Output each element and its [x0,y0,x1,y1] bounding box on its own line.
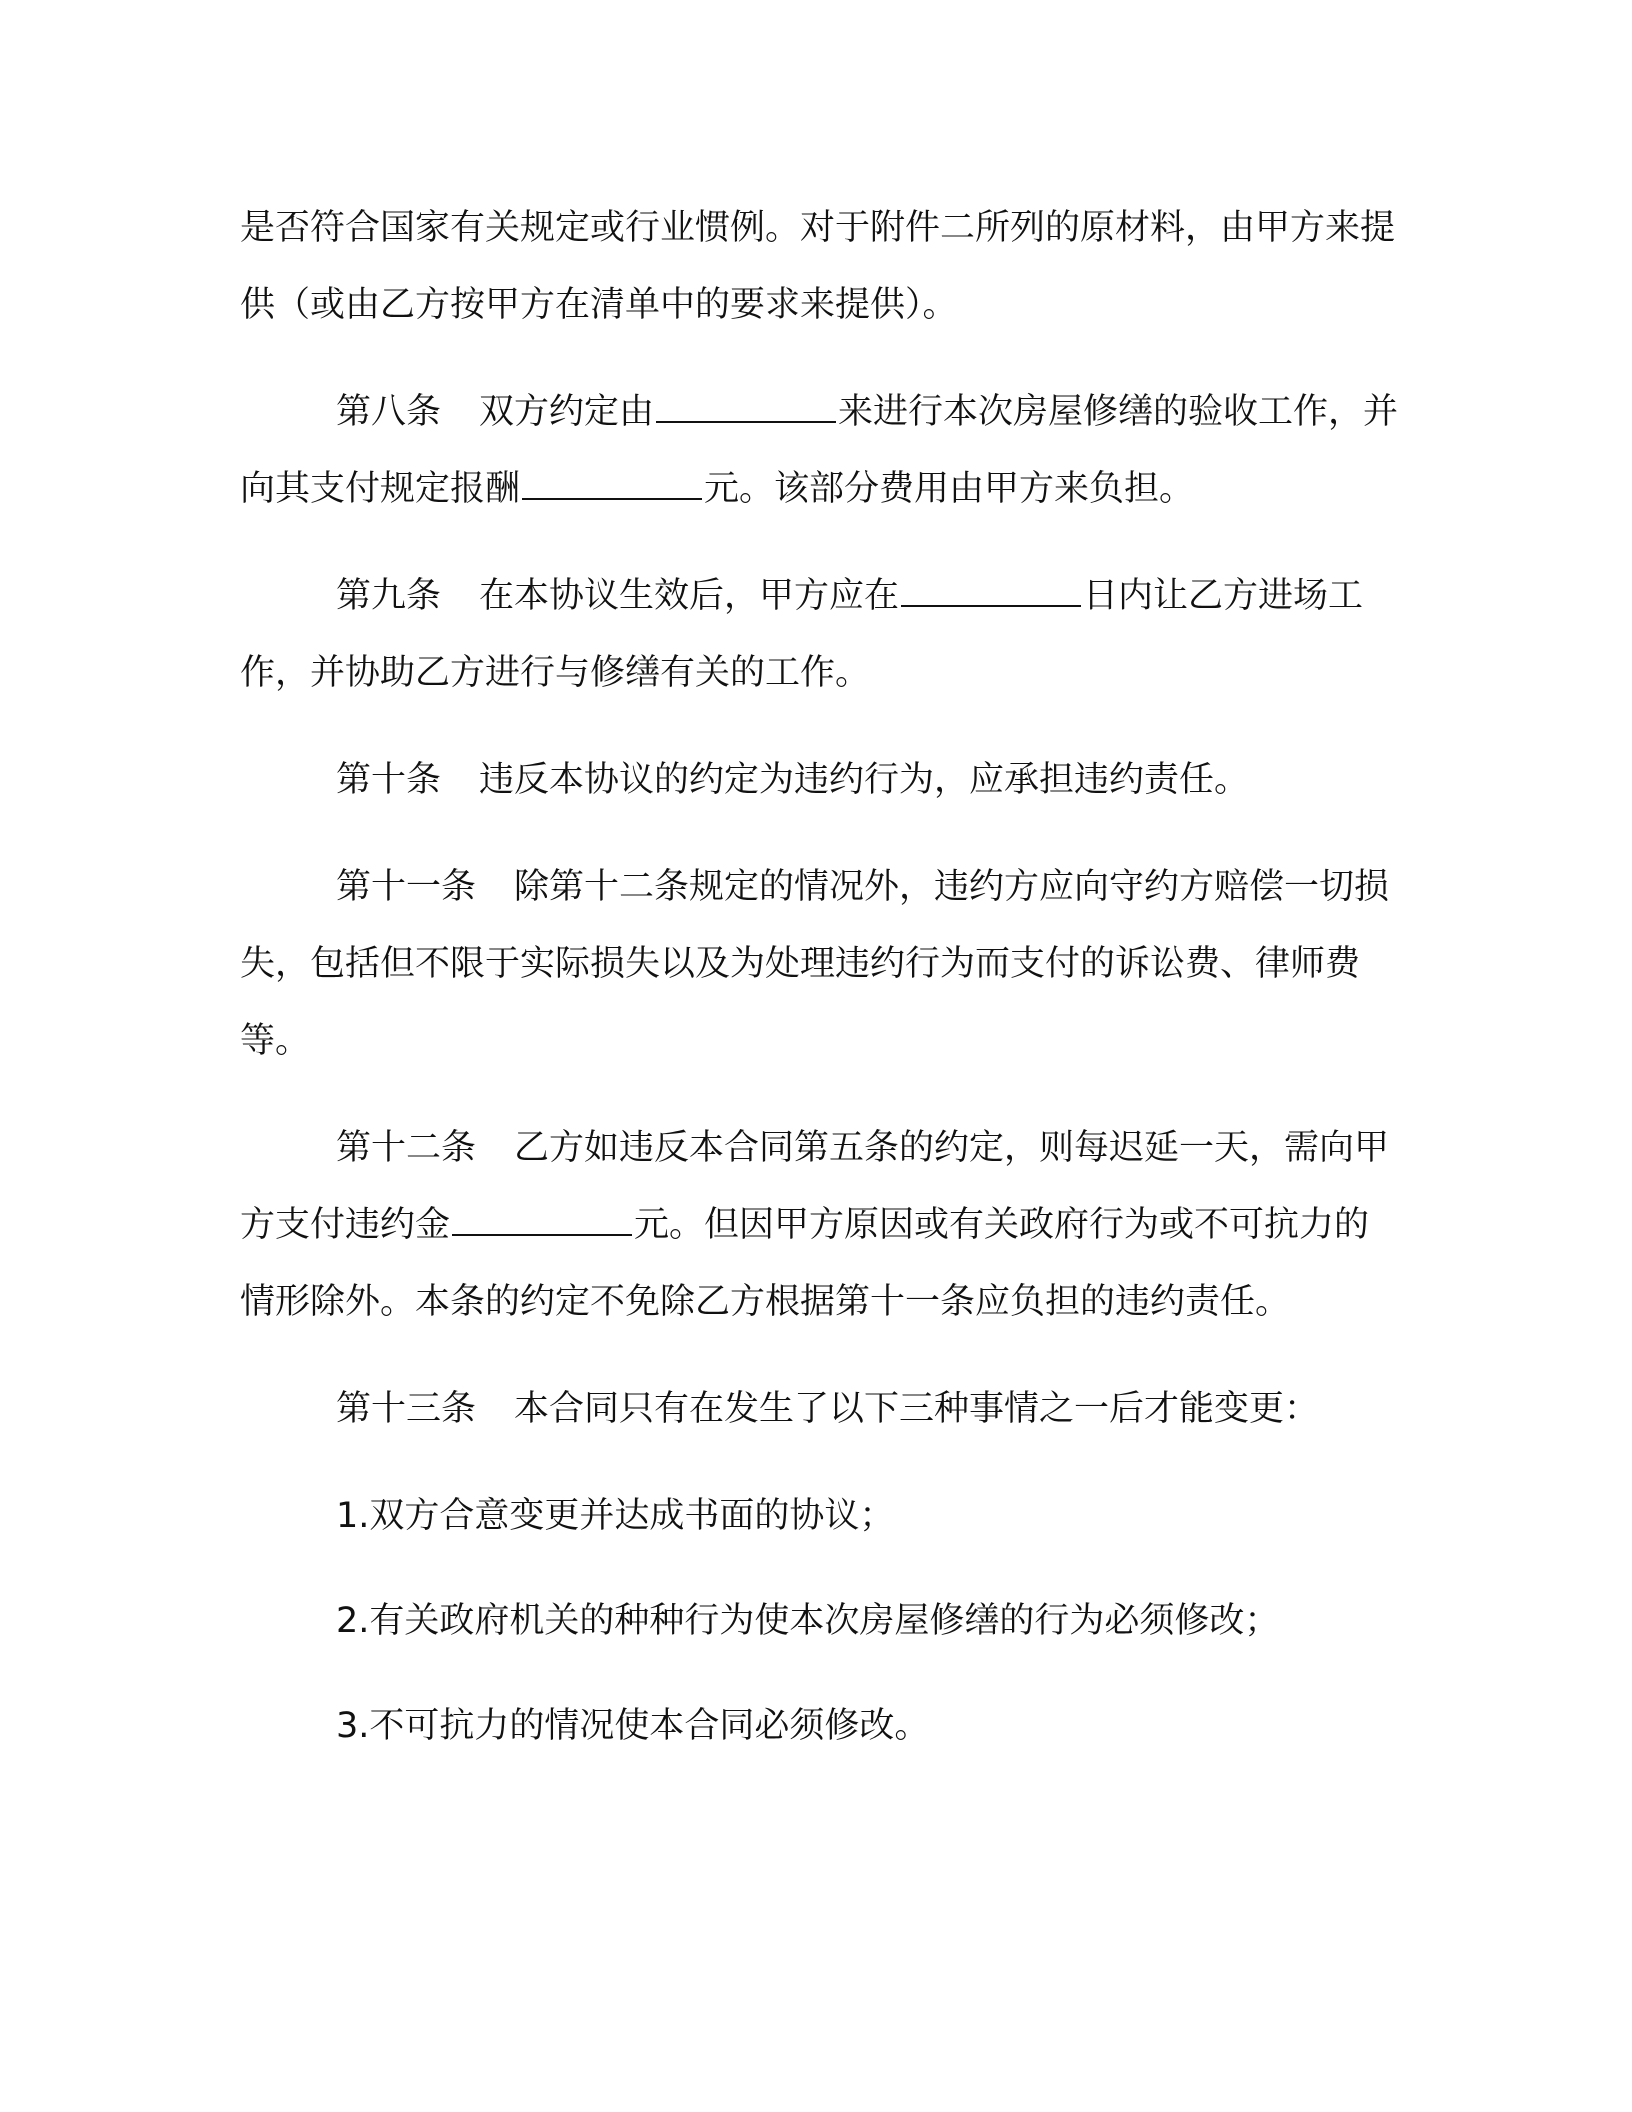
article-11-number: 第十一条 [336,867,477,907]
article-8-number: 第八条 [336,392,442,432]
article-8 [240,374,1400,528]
article-12-text-2: 元。但因甲方原因或有关政府行为或不可抗力的情形除外。本条的约定不免除乙方根据第十一条应负担的违约责任。 [240,1205,1370,1322]
article-8-text-2: 来进行本次房屋修缮的验收工作，并向其支付规定报酬 [240,392,1399,509]
article-8-blank-inspector[interactable] [656,391,836,423]
article-9-text-1: 在本协议生效后，甲方应在 [479,576,900,616]
article-13-item-3: 3.不可抗力的情况使本合同必须修改。 [336,1706,930,1746]
article-8-text-3: 元。该部分费用由甲方来负担。 [704,469,1195,509]
continued-text: 是否符合国家有关规定或行业惯例。对于附件二所列的原材料，由甲方来提供（或由乙方按甲方在清单中的要求来提供）。 [240,208,1396,325]
article-11-text-1: 除第十二条规定的情况外，违约方应向守约方赔偿一切损失，包括但不限于实际损失以及为处理违约行为而支付的诉讼费、律师费等。 [240,867,1390,1061]
article-9-text-2: 日内让乙方进场工作，并协助乙方进行与修缮有关的工作。 [240,576,1364,693]
article-10-number: 第十条 [336,760,442,800]
continued-paragraph [240,190,1400,344]
article-13-number: 第十三条 [336,1389,477,1429]
article-8-blank-fee[interactable] [522,468,702,500]
article-9 [240,558,1400,712]
article-13-item-1: 1.双方合意变更并达成书面的协议； [336,1496,895,1536]
article-12-blank-penalty[interactable] [452,1204,632,1236]
article-13-item-2: 2.有关政府机关的种种行为使本次房屋修缮的行为必须修改； [336,1601,1280,1641]
article-10-text-1: 违反本协议的约定为违约行为，应承担违约责任。 [479,760,1250,800]
article-9-number: 第九条 [336,576,442,616]
article-12-text-1: 乙方如违反本合同第五条的约定，则每迟延一天，需向甲方支付违约金 [240,1128,1390,1245]
article-10 [240,742,1400,819]
document-body [240,190,1400,1793]
article-11 [240,849,1400,1080]
article-13-text-1: 本合同只有在发生了以下三种事情之一后才能变更： [514,1389,1320,1429]
article-12 [240,1110,1400,1341]
article-9-blank-days[interactable] [901,575,1081,607]
article-12-number: 第十二条 [336,1128,477,1168]
article-13 [240,1371,1400,1448]
article-8-text-1: 双方约定由 [479,392,655,432]
